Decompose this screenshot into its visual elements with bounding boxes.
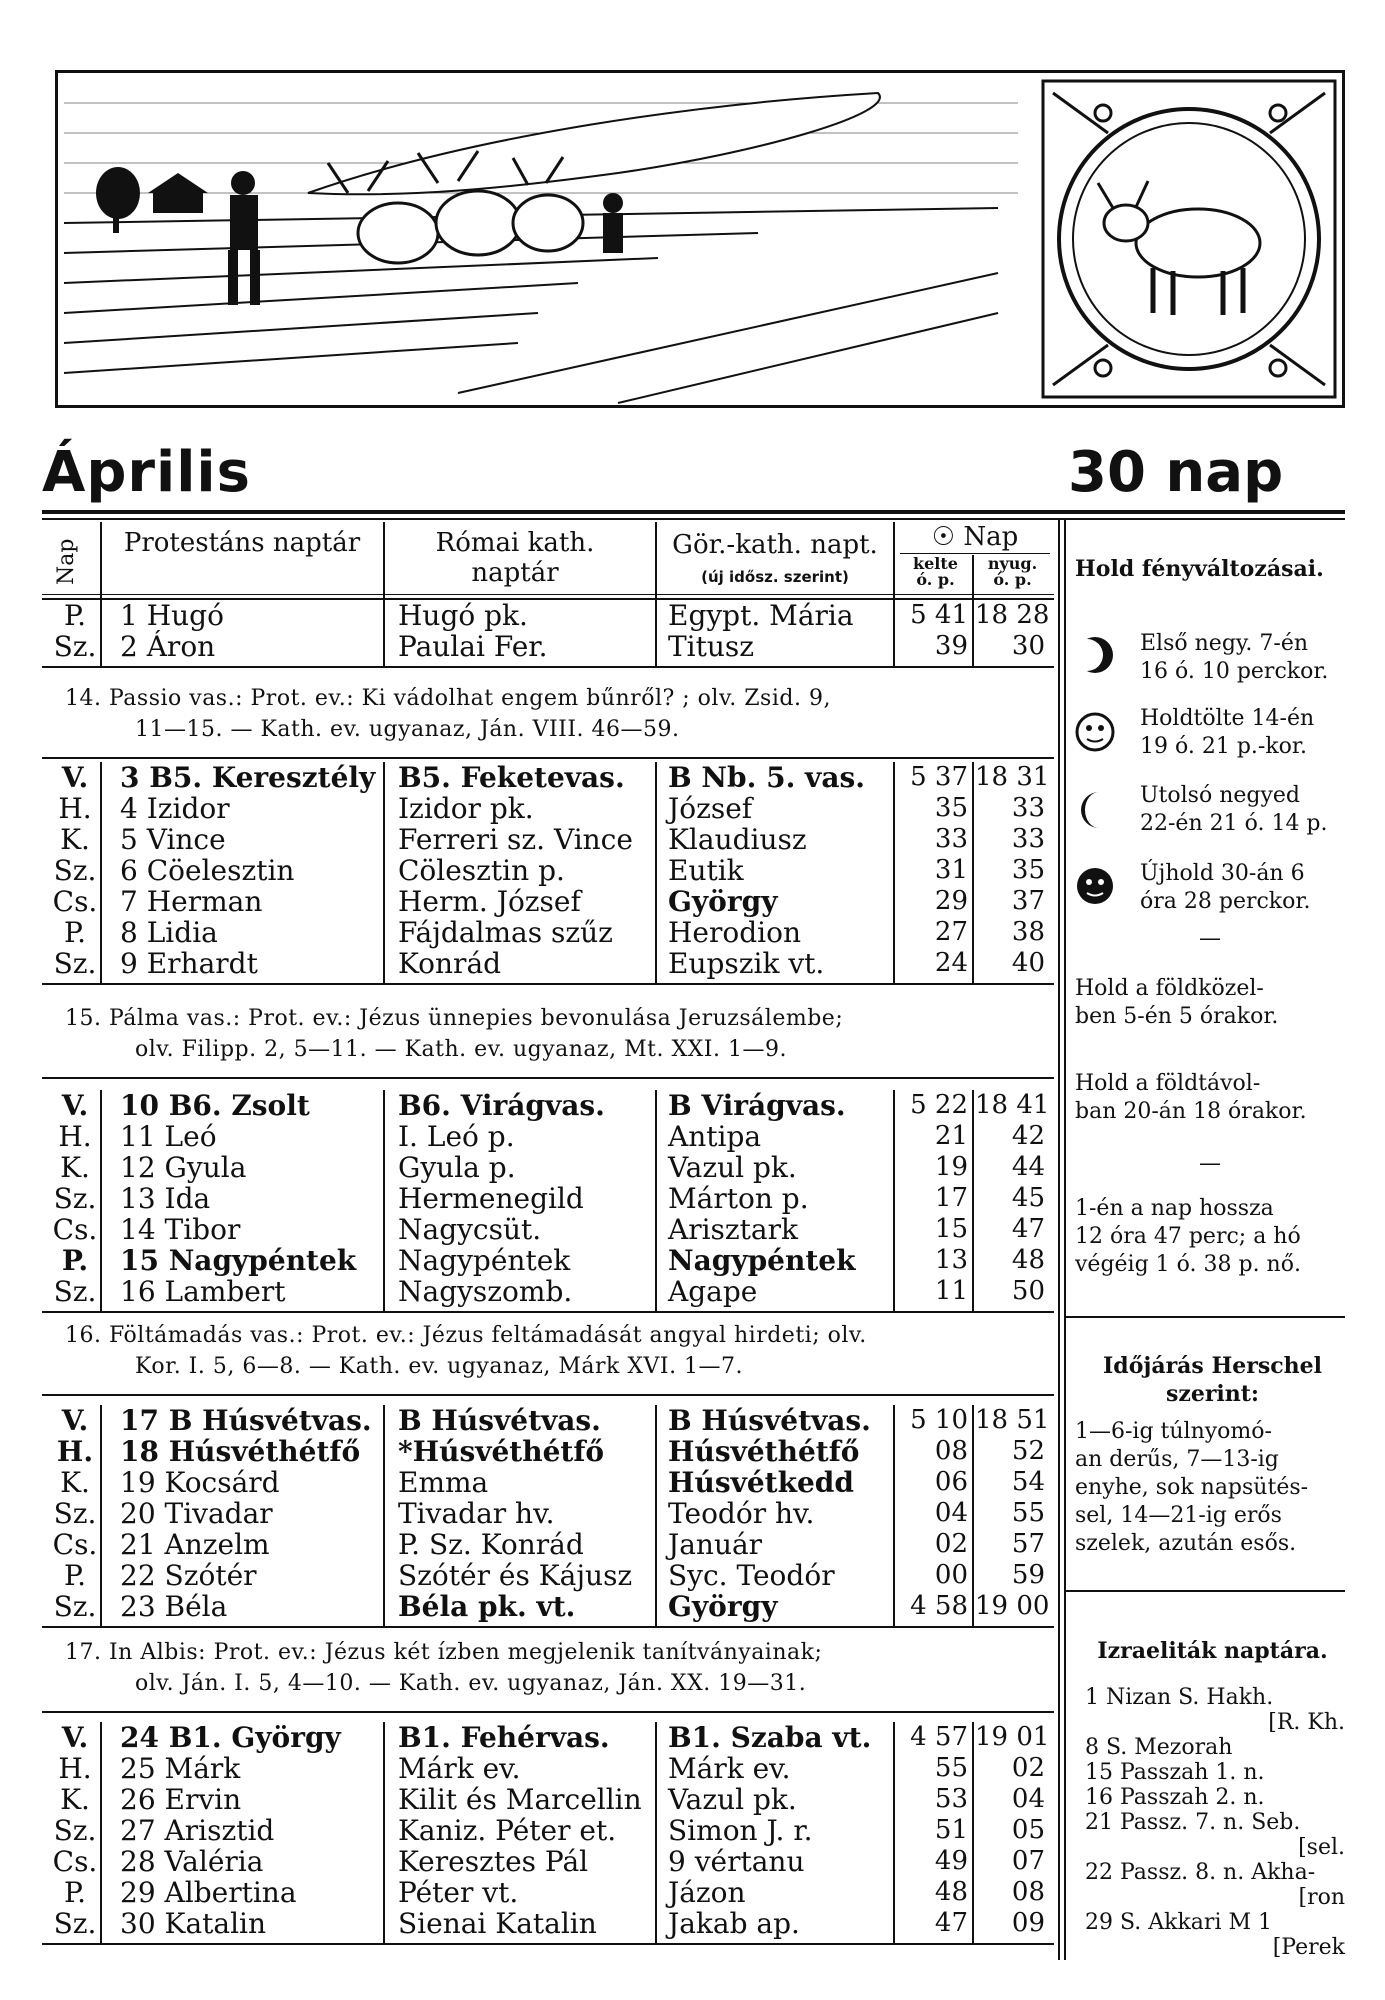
sunrise-time: 5 22 — [910, 1090, 968, 1120]
greek-name: Titusz — [668, 630, 755, 663]
roman-name: Hugó pk. — [398, 599, 528, 632]
day-abbrev: K. — [60, 1466, 90, 1499]
sunrise-time: 24 — [934, 948, 968, 978]
sunrise-time: 4 57 — [910, 1722, 968, 1752]
sunset-time: 30 — [1011, 631, 1045, 661]
day-abbrev: Sz. — [53, 1497, 97, 1530]
roman-name: Cölesztin p. — [398, 854, 565, 887]
col-divider — [893, 1405, 895, 1626]
protestant-name: 4 Izidor — [120, 792, 230, 825]
note-bottom-rule — [42, 1711, 1054, 1713]
greek-name: Vazul pk. — [668, 1783, 797, 1816]
sunset-time: 35 — [1011, 855, 1045, 885]
day-abbrev: V. — [61, 1089, 89, 1122]
sunrise-time: 08 — [934, 1436, 968, 1466]
moon-phases-title: Hold fényváltozásai. — [1075, 556, 1324, 582]
protestant-name: 7 Herman — [120, 885, 263, 918]
day-abbrev: Sz. — [53, 1182, 97, 1215]
roman-name: Izidor pk. — [398, 792, 534, 825]
col-header-sun: ☉ Nap — [931, 522, 1019, 552]
col-divider — [100, 1722, 102, 1943]
roman-name: Paulai Fer. — [398, 630, 548, 663]
day-abbrev: V. — [61, 761, 89, 794]
protestant-name: 10 B6. Zsolt — [120, 1089, 310, 1122]
day-abbrev: H. — [58, 1120, 92, 1153]
greek-name: 9 vértanu — [668, 1845, 805, 1878]
sunrise-time: 27 — [934, 917, 968, 947]
sunset-time: 59 — [1011, 1560, 1045, 1590]
col-divider — [655, 522, 657, 598]
gospel-note: 15. Pálma vas.: Prot. ev.: Jézus ünnepies bevonulása Jeruzsálembe; — [65, 1006, 844, 1031]
greek-name: Teodór hv. — [668, 1497, 815, 1530]
full-moon-icon — [1075, 712, 1115, 752]
greek-name: József — [668, 792, 753, 825]
separator-dash: — — [1199, 926, 1221, 951]
roman-name: Nagyszomb. — [398, 1275, 573, 1308]
protestant-name: 30 Katalin — [120, 1907, 267, 1940]
protestant-name: 22 Szótér — [120, 1559, 257, 1592]
gospel-note: 17. In Albis: Prot. ev.: Jézus két ízben megjelenik tanítványainak; — [65, 1640, 823, 1665]
col-divider — [893, 1722, 895, 1943]
greek-name: György — [668, 1590, 778, 1623]
col-header-sunset: nyug. ó. p. — [987, 554, 1038, 589]
moon-phase-first: Első negy. 7-én 16 ó. 10 perckor. — [1140, 631, 1329, 684]
note-bottom-rule — [42, 1394, 1054, 1396]
day-abbrev: Cs. — [52, 885, 98, 918]
protestant-name: 28 Valéria — [120, 1845, 264, 1878]
roman-name: B6. Virágvas. — [398, 1089, 605, 1122]
protestant-name: 21 Anzelm — [120, 1528, 270, 1561]
col-header-greek: Gör.-kath. napt. — [672, 530, 878, 560]
new-moon-icon — [1075, 866, 1115, 906]
greek-name: B Nb. 5. vas. — [668, 761, 865, 794]
day-abbrev: Sz. — [53, 1275, 97, 1308]
gospel-note: olv. Ján. I. 5, 4—10. — Kath. ev. ugyanaz, Ján. XX. 19—31. — [135, 1671, 807, 1696]
protestant-name: 27 Arisztid — [120, 1814, 275, 1847]
col-header-protestant: Protestáns naptár — [123, 528, 361, 558]
weather-title: Időjárás Herschel szerint: — [1103, 1353, 1322, 1407]
greek-name: Jázon — [668, 1876, 746, 1909]
day-abbrev: Sz. — [53, 854, 97, 887]
col-divider — [972, 1090, 974, 1311]
day-abbrev: Sz. — [53, 1907, 97, 1940]
sunrise-time: 4 58 — [910, 1591, 968, 1621]
roman-name: Kilit és Marcellin — [398, 1783, 642, 1816]
protestant-name: 3 B5. Keresztély — [120, 761, 376, 794]
protestant-name: 18 Húsvéthétfő — [120, 1435, 361, 1468]
roman-name: Nagycsüt. — [398, 1213, 542, 1246]
roman-name: Kaniz. Péter et. — [398, 1814, 617, 1847]
sunset-time: 18 28 — [975, 600, 1050, 630]
roman-name: Fájdalmas szűz — [398, 916, 613, 949]
greek-name: Márk ev. — [668, 1752, 791, 1785]
col-divider — [100, 522, 102, 598]
sunset-time: 55 — [1011, 1498, 1045, 1528]
day-length-note: 1-én a nap hossza 12 óra 47 perc; a hó végéig 1 ó. 38 p. nő. — [1075, 1196, 1301, 1277]
sunrise-time: 29 — [934, 886, 968, 916]
col-divider — [383, 1722, 385, 1943]
header-rule-thin — [42, 594, 1054, 595]
separator-dash-2: — — [1199, 1151, 1221, 1176]
roman-name: Gyula p. — [398, 1151, 516, 1184]
gospel-note: 14. Passio vas.: Prot. ev.: Ki vádolhat engem bűnről? ; olv. Zsid. 9, — [65, 686, 831, 711]
sunrise-time: 31 — [934, 855, 968, 885]
sunset-time: 44 — [1011, 1152, 1045, 1182]
protestant-name: 13 Ida — [120, 1182, 211, 1215]
day-abbrev: P. — [63, 1876, 87, 1909]
sidebar-divider-2 — [1064, 520, 1066, 1960]
roman-name: Herm. József — [398, 885, 581, 918]
jewish-calendar-list: 1 Nizan S. Hakh. [R. Kh. 8 S. Mezorah 15 Passzah 1. n. 16 Passzah 2. n. 21 Passz. 7. n. Seb. [sel. 22 Passz. 8. n. Akha- [ron 29 S. Akkari M 1 [Perek — [1085, 1685, 1345, 1960]
sunset-time: 42 — [1011, 1121, 1045, 1151]
protestant-name: 12 Gyula — [120, 1151, 247, 1184]
protestant-name: 16 Lambert — [120, 1275, 286, 1308]
sunrise-time: 47 — [934, 1908, 968, 1938]
first-quarter-moon-icon — [1075, 635, 1115, 675]
day-abbrev: P. — [63, 1559, 87, 1592]
header-illustration — [55, 70, 1345, 408]
col-divider — [972, 600, 974, 666]
day-abbrev: Sz. — [53, 630, 97, 663]
sunset-time: 33 — [1011, 824, 1045, 854]
protestant-name: 23 Béla — [120, 1590, 228, 1623]
sunrise-time: 49 — [934, 1846, 968, 1876]
day-abbrev: Sz. — [53, 1590, 97, 1623]
protestant-name: 9 Erhardt — [120, 947, 258, 980]
day-abbrev: H. — [56, 1435, 94, 1468]
day-abbrev: P. — [63, 916, 87, 949]
col-divider — [893, 762, 895, 983]
gospel-note: 16. Föltámadás vas.: Prot. ev.: Jézus feltámadását angyal hirdeti; olv. — [65, 1323, 867, 1348]
roman-name: *Húsvéthétfő — [398, 1435, 605, 1468]
col-divider — [655, 762, 657, 983]
roman-name: Márk ev. — [398, 1752, 521, 1785]
greek-name: B Virágvas. — [668, 1089, 846, 1122]
day-abbrev: K. — [60, 823, 90, 856]
sunrise-time: 33 — [934, 824, 968, 854]
sunset-time: 18 51 — [975, 1405, 1050, 1435]
col-divider — [655, 1722, 657, 1943]
sunset-time: 19 01 — [975, 1722, 1050, 1752]
sunrise-time: 04 — [934, 1498, 968, 1528]
sunrise-time: 15 — [934, 1214, 968, 1244]
gospel-note: Kor. I. 5, 6—8. — Kath. ev. ugyanaz, Márk XVI. 1—7. — [135, 1354, 744, 1379]
day-abbrev: H. — [58, 792, 92, 825]
protestant-name: 2 Áron — [120, 630, 216, 663]
sunset-time: 48 — [1011, 1245, 1045, 1275]
greek-name: György — [668, 885, 778, 918]
col-divider — [893, 1090, 895, 1311]
gospel-note: olv. Filipp. 2, 5—11. — Kath. ev. ugyanaz, Mt. XXI. 1—9. — [135, 1037, 787, 1062]
day-abbrev: Sz. — [53, 947, 97, 980]
greek-name: Klaudiusz — [668, 823, 807, 856]
protestant-name: 14 Tibor — [120, 1213, 241, 1246]
greek-name: Eupszik vt. — [668, 947, 825, 980]
roman-name: Sienai Katalin — [398, 1907, 597, 1940]
day-abbrev: K. — [60, 1151, 90, 1184]
sunrise-time: 5 37 — [910, 762, 968, 792]
roman-name: Béla pk. vt. — [398, 1590, 576, 1623]
day-abbrev: Cs. — [52, 1528, 98, 1561]
sunset-time: 38 — [1011, 917, 1045, 947]
col-divider — [893, 522, 895, 598]
col-divider — [655, 1405, 657, 1626]
col-divider — [383, 600, 385, 666]
protestant-name: 17 B Húsvétvas. — [120, 1404, 372, 1437]
note-bottom-rule — [42, 757, 1054, 759]
block-bottom-rule — [42, 1311, 1054, 1313]
gospel-note: 11—15. — Kath. ev. ugyanaz, Ján. VIII. 46—59. — [135, 717, 680, 742]
roman-name: Hermenegild — [398, 1182, 584, 1215]
greek-name: Vazul pk. — [668, 1151, 797, 1184]
protestant-name: 11 Leó — [120, 1120, 217, 1153]
sunrise-time: 02 — [934, 1529, 968, 1559]
col-divider — [383, 1405, 385, 1626]
col-divider — [972, 1405, 974, 1626]
col-divider — [383, 1090, 385, 1311]
greek-name: B Húsvétvas. — [668, 1404, 871, 1437]
col-header-sunrise: kelte ó. p. — [913, 554, 958, 589]
col-divider — [100, 1090, 102, 1311]
greek-name: Húsvétkedd — [668, 1466, 854, 1499]
greek-name: Simon J. r. — [668, 1814, 813, 1847]
month-title: Április — [42, 440, 251, 505]
roman-name: Szótér és Kájusz — [398, 1559, 633, 1592]
day-abbrev: Cs. — [52, 1213, 98, 1246]
greek-name: Agape — [668, 1275, 758, 1308]
sunrise-time: 53 — [934, 1784, 968, 1814]
sunrise-time: 13 — [934, 1245, 968, 1275]
roman-name: B1. Fehérvas. — [398, 1721, 610, 1754]
col-divider — [972, 555, 974, 598]
block-bottom-rule — [42, 983, 1054, 985]
greek-name: Egypt. Mária — [668, 599, 854, 632]
day-abbrev: K. — [60, 1783, 90, 1816]
roman-name: Konrád — [398, 947, 502, 980]
greek-name: Január — [668, 1528, 763, 1561]
sunset-time: 45 — [1011, 1183, 1045, 1213]
protestant-name: 29 Albertina — [120, 1876, 297, 1909]
greek-name: B1. Szaba vt. — [668, 1721, 872, 1754]
day-abbrev: V. — [61, 1721, 89, 1754]
moon-phase-last: Utolsó negyed 22-én 21 ó. 14 p. — [1140, 783, 1328, 836]
sunrise-time: 51 — [934, 1815, 968, 1845]
sunset-time: 18 31 — [975, 762, 1050, 792]
sunset-time: 54 — [1011, 1467, 1045, 1497]
day-abbrev: H. — [58, 1752, 92, 1785]
col-header-greek-sub: (új idősz. szerint) — [701, 568, 849, 586]
title-rule — [42, 510, 1345, 514]
day-abbrev: V. — [61, 1404, 89, 1437]
jewish-calendar-title: Izraeliták naptára. — [1097, 1638, 1328, 1664]
protestant-name: 15 Nagypéntek — [120, 1244, 357, 1277]
title-rule-thin — [42, 518, 1345, 520]
sunset-time: 18 41 — [975, 1090, 1050, 1120]
col-divider — [100, 1405, 102, 1626]
sunrise-time: 5 41 — [910, 600, 968, 630]
greek-name: Syc. Teodór — [668, 1559, 835, 1592]
sunset-time: 09 — [1011, 1908, 1045, 1938]
sunrise-time: 21 — [934, 1121, 968, 1151]
protestant-name: 24 B1. György — [120, 1721, 341, 1754]
col-divider — [100, 600, 102, 666]
greek-name: Antipa — [668, 1120, 762, 1153]
day-abbrev: P. — [63, 599, 87, 632]
roman-name: Keresztes Pál — [398, 1845, 589, 1878]
col-divider — [100, 762, 102, 983]
sunset-time: 07 — [1011, 1846, 1045, 1876]
day-abbrev: Sz. — [53, 1814, 97, 1847]
sunrise-time: 06 — [934, 1467, 968, 1497]
sunrise-time: 55 — [934, 1753, 968, 1783]
plowing-scene-illustration — [58, 73, 1342, 405]
sunset-time: 40 — [1011, 948, 1045, 978]
roman-name: Péter vt. — [398, 1876, 519, 1909]
roman-name: Emma — [398, 1466, 489, 1499]
block-bottom-rule — [42, 1626, 1054, 1628]
protestant-name: 8 Lidia — [120, 916, 218, 949]
roman-name: Tivadar hv. — [398, 1497, 555, 1530]
moon-phase-new: Újhold 30-án 6 óra 28 perckor. — [1140, 861, 1311, 914]
sunrise-time: 39 — [934, 631, 968, 661]
col-divider — [893, 600, 895, 666]
perigee-note: Hold a földközel- ben 5-én 5 órakor. — [1075, 976, 1279, 1029]
roman-name: I. Leó p. — [398, 1120, 515, 1153]
sunrise-time: 17 — [934, 1183, 968, 1213]
sunset-time: 52 — [1011, 1436, 1045, 1466]
protestant-name: 25 Márk — [120, 1752, 241, 1785]
roman-name: Nagypéntek — [398, 1244, 571, 1277]
sidebar-rule-1 — [1066, 1316, 1345, 1318]
roman-name: B5. Feketevas. — [398, 761, 625, 794]
weather-forecast: 1—6-ig túlnyomó- an derűs, 7—13-ig enyhe, sok napsütés- sel, 14—21-ig erős szelek, azután esős. — [1075, 1419, 1309, 1556]
col-header-day: Nap — [54, 538, 79, 586]
greek-name: Húsvéthétfő — [668, 1435, 860, 1468]
greek-name: Eutik — [668, 854, 744, 887]
sidebar-divider — [1058, 520, 1060, 1960]
sunrise-time: 11 — [934, 1276, 968, 1306]
col-divider — [383, 522, 385, 598]
sunrise-time: 19 — [934, 1152, 968, 1182]
sunrise-time: 00 — [934, 1560, 968, 1590]
block-bottom-rule — [42, 1943, 1054, 1945]
sunset-time: 19 00 — [975, 1591, 1050, 1621]
sunrise-time: 48 — [934, 1877, 968, 1907]
protestant-name: 26 Ervin — [120, 1783, 242, 1816]
col-divider — [655, 600, 657, 666]
sunrise-time: 35 — [934, 793, 968, 823]
sunset-time: 37 — [1011, 886, 1045, 916]
protestant-name: 5 Vince — [120, 823, 226, 856]
col-divider — [972, 1722, 974, 1943]
roman-name: P. Sz. Konrád — [398, 1528, 584, 1561]
col-header-roman: Római kath. naptár — [435, 528, 595, 588]
sunset-time: 33 — [1011, 793, 1045, 823]
sun-header-rule — [900, 553, 1050, 554]
greek-name: Márton p. — [668, 1182, 809, 1215]
day-abbrev: Cs. — [52, 1845, 98, 1878]
greek-name: Herodion — [668, 916, 801, 949]
block-bottom-rule — [42, 666, 1054, 668]
col-divider — [655, 1090, 657, 1311]
greek-name: Arisztark — [668, 1213, 798, 1246]
day-abbrev: P. — [61, 1244, 89, 1277]
roman-name: Ferreri sz. Vince — [398, 823, 633, 856]
protestant-name: 1 Hugó — [120, 599, 224, 632]
col-divider — [972, 762, 974, 983]
greek-name: Jakab ap. — [668, 1907, 800, 1940]
roman-name: B Húsvétvas. — [398, 1404, 601, 1437]
sunset-time: 50 — [1011, 1276, 1045, 1306]
note-bottom-rule — [42, 1077, 1054, 1079]
sunrise-time: 5 10 — [910, 1405, 968, 1435]
sunset-time: 57 — [1011, 1529, 1045, 1559]
sunset-time: 05 — [1011, 1815, 1045, 1845]
protestant-name: 19 Kocsárd — [120, 1466, 280, 1499]
sun-icon: ☉ — [931, 522, 956, 552]
moon-phase-full: Holdtölte 14-én 19 ó. 21 p.-kor. — [1140, 706, 1315, 759]
sidebar-rule-2 — [1066, 1590, 1345, 1592]
sunset-time: 02 — [1011, 1753, 1045, 1783]
days-count: 30 nap — [1068, 440, 1284, 505]
protestant-name: 6 Cöelesztin — [120, 854, 295, 887]
col-divider — [383, 762, 385, 983]
sunset-time: 47 — [1011, 1214, 1045, 1244]
apogee-note: Hold a földtávol- ban 20-án 18 órakor. — [1075, 1071, 1307, 1124]
greek-name: Nagypéntek — [668, 1244, 856, 1277]
last-quarter-moon-icon — [1075, 790, 1115, 830]
sunset-time: 04 — [1011, 1784, 1045, 1814]
sunset-time: 08 — [1011, 1877, 1045, 1907]
protestant-name: 20 Tivadar — [120, 1497, 273, 1530]
